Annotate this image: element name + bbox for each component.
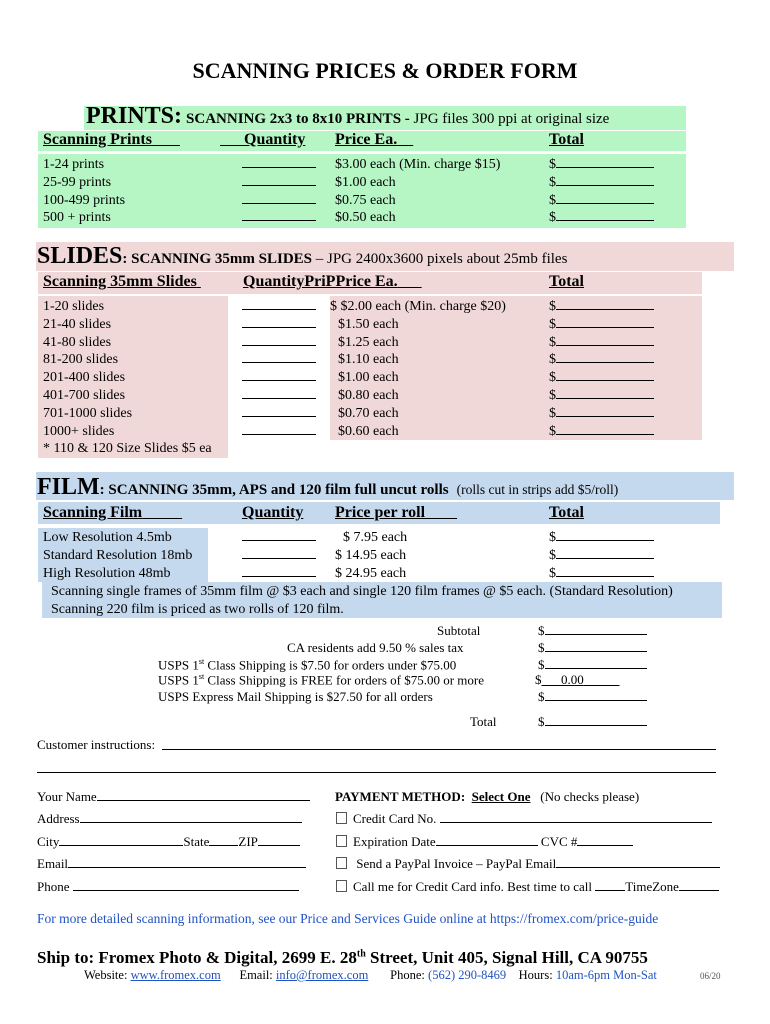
list-item: 701-1000 slides [43,405,133,421]
subtotal-field[interactable] [545,624,647,635]
summary-subtotal-field: $ [538,623,647,639]
shipping-first-class-under: USPS 1st Class Shipping is $7.50 for orders under $75.00 [158,657,457,673]
shipping-first-class-free: USPS 1st Class Shipping is FREE for orders of $75.00 or more [158,672,485,688]
quantity-field[interactable] [242,156,316,168]
total-field[interactable] [556,423,654,435]
film-note-220: Scanning 220 film is priced as two rolls of 120 film. [51,602,344,617]
slides-footnote: * 110 & 120 Size Slides $5 ea [43,441,212,457]
shipping-express: USPS Express Mail Shipping is $27.50 for all orders [158,689,433,704]
email-row: Email [37,856,306,872]
zip-field[interactable] [258,835,300,846]
slides-labels [43,298,212,458]
film-col-type: Scanning Film [43,504,143,521]
total-field[interactable] [556,192,654,204]
quantity-field[interactable] [242,192,316,204]
summary-total-field: $ [538,714,647,730]
timezone-field[interactable] [679,880,719,891]
total-field[interactable] [556,529,654,541]
address-field[interactable] [80,812,302,823]
quantity-field[interactable] [242,547,316,559]
express-shipping-field[interactable] [545,690,647,701]
list-item: 100-499 prints [43,192,126,208]
film-col-price: Price per roll [335,504,426,521]
city-field[interactable] [59,835,183,846]
call-me-checkbox[interactable] [336,880,347,892]
slides-quantity-fields [242,298,316,440]
quantity-field[interactable] [242,565,316,577]
total-field[interactable] [556,547,654,559]
prints-col-quantity: Quantity [244,131,306,148]
film-note: (rolls cut in strips add $5/roll) [456,482,619,497]
list-item: High Resolution 48mb [43,565,171,581]
film-labels [43,529,192,582]
payment-expiration: Expiration Date CVC # [336,834,633,850]
contact-line: Website: www.fromex.com Email: info@fromex.com Phone: (562) 290-8469 Hours: 10am-6pm Mon-Sat [84,968,657,982]
prints-heading-line [86,103,609,130]
list-item: 1-20 slides [43,299,105,314]
phone-row: Phone [37,879,299,895]
expiration-checkbox[interactable] [336,835,347,847]
quantity-field[interactable] [242,369,316,381]
prints-labels [43,156,125,227]
slides-subheading: : SCANNING 35mm SLIDES [122,251,312,267]
slides-heading: SLIDES [37,243,123,269]
address-row: Address [37,811,302,827]
best-time-field[interactable] [595,880,625,891]
grand-total-field[interactable] [545,715,647,726]
slides-prices: $ $2.00 each (Min. charge $20) $1.50 each $1.25 each $1.10 each $1.00 each $0.80 each $0.70 each $0.60 each [330,299,506,439]
business-hours: 10am-6pm Mon-Sat [555,968,657,982]
expiration-field[interactable] [436,835,538,846]
slides-col-total: Total [549,273,584,290]
quantity-field[interactable] [242,351,316,363]
select-one-label: Select One [471,789,531,804]
prints-note: JPG files 300 ppi at original size [409,111,610,127]
customer-instructions-label: Customer instructions: [37,737,156,752]
list-item: 500 + prints [43,210,111,226]
credit-card-checkbox[interactable] [336,812,347,824]
total-field[interactable] [556,387,654,399]
slides-col-type: Scanning 35mm Slides [43,273,197,290]
state-field[interactable] [209,835,238,846]
subtotal-label: Subtotal [437,623,481,638]
tax-label: CA residents add 9.50 % sales tax [287,640,464,655]
paypal-email-field[interactable] [556,857,720,868]
customer-instructions-line2[interactable] [37,772,716,773]
film-quantity-fields [242,529,316,582]
total-field[interactable] [556,316,654,328]
form-version: 06/20 [700,971,721,981]
prints-quantity-fields [242,156,316,227]
ship-to-line: Ship to: Fromex Photo & Digital, 2699 E. 28th Street, Unit 405, Signal Hill, CA 90755 [37,948,648,967]
total-field[interactable] [556,174,654,186]
prints-heading: PRINTS: [86,103,183,129]
free-shipping-value: 0.00 [561,672,584,687]
quantity-field[interactable] [242,529,316,541]
payment-credit-card: Credit Card No. [336,811,712,827]
prints-prices: $3.00 each (Min. charge $15) $1.00 each $0.75 each $0.50 each [335,157,501,226]
list-item: 1000+ slides [43,423,115,439]
tax-field[interactable] [545,641,647,652]
summary-ship2-field: $ 0.00 [535,672,584,687]
list-item: 1-24 prints [43,157,105,172]
payment-call-me: Call me for Credit Card info. Best time to call TimeZone [336,879,719,895]
total-field[interactable] [556,298,654,310]
quantity-field[interactable] [242,423,316,435]
quantity-field[interactable] [242,387,316,399]
payment-method-heading: PAYMENT METHOD: Select One (No checks please) [335,789,640,804]
film-prices: $ 7.95 each $ 14.95 each $ 24.95 each [335,530,408,581]
quantity-field[interactable] [242,405,316,417]
film-col-quantity: Quantity [242,504,304,521]
payment-paypal: Send a PayPal Invoice – PayPal Email [336,856,720,872]
total-field[interactable] [556,156,654,168]
prints-col-total: Total [549,131,584,148]
city-row: City State ZIP [37,834,300,850]
quantity-field[interactable] [242,298,316,310]
list-item: Standard Resolution 18mb [43,547,193,563]
slides-totals: $ $ $ $ $ $ $ $ [549,298,654,440]
prints-totals: $ $ $ $ [549,156,654,227]
list-item: 41-80 slides [43,334,112,350]
slides-col-quantity-price: QuantityPriPPrice Ea. [243,273,398,290]
credit-card-field[interactable] [440,812,712,823]
list-item: Low Resolution 4.5mb [43,530,172,545]
quantity-field[interactable] [242,334,316,346]
list-item: 201-400 slides [43,370,126,386]
list-item: 21-40 slides [43,316,112,332]
list-item: 25-99 prints [43,174,112,190]
shipping-field[interactable] [545,658,647,669]
slides-heading-line [37,243,567,270]
film-totals: $ $ $ [549,529,654,582]
total-field[interactable] [556,351,654,363]
film-heading: FILM [37,474,100,500]
paypal-checkbox[interactable] [336,857,347,869]
cvc-field[interactable] [577,835,633,846]
film-col-total: Total [549,504,584,521]
film-note-single-frames: Scanning single frames of 35mm film @ $3 each and single 120 film frames @ $5 each. (Standard Resolution) [51,584,673,599]
prints-subheading: SCANNING 2x3 to 8x10 PRINTS - [186,111,410,127]
prints-col-price: Price Ea. [335,131,398,148]
phone-number: (562) 290-8469 [428,968,507,982]
quantity-field[interactable] [242,174,316,186]
page-title: SCANNING PRICES & ORDER FORM [192,58,578,83]
list-item: 81-200 slides [43,352,119,368]
prints-col-type: Scanning Prints [43,131,152,148]
total-field[interactable] [556,565,654,577]
summary-tax-field: $ [538,640,647,656]
summary-ship1-field: $ [538,657,647,673]
total-field[interactable] [556,369,654,381]
total-field[interactable] [556,405,654,417]
quantity-field[interactable] [242,209,316,221]
film-heading-line [37,474,618,501]
your-name-row: Your Name [37,789,310,805]
customer-instructions-line1[interactable] [162,749,716,750]
film-subheading: : SCANNING 35mm, APS and 120 film full uncut rolls [99,482,449,498]
price-guide-link[interactable]: For more detailed scanning information, see our Price and Services Guide online at https://fromex.com/price-guide [37,911,659,926]
email-field[interactable] [68,857,306,868]
total-field[interactable] [556,209,654,221]
slides-note: – JPG 2400x3600 pixels about 25mb files [312,251,568,267]
website-link[interactable]: www.fromex.com [130,968,221,982]
total-field[interactable] [556,334,654,346]
total-label: Total [470,714,497,729]
name-field[interactable] [97,790,310,801]
list-item: 401-700 slides [43,387,126,403]
quantity-field[interactable] [242,316,316,328]
summary-ship3-field: $ [538,689,647,705]
email-link[interactable]: info@fromex.com [275,968,369,982]
phone-field[interactable] [73,880,299,891]
